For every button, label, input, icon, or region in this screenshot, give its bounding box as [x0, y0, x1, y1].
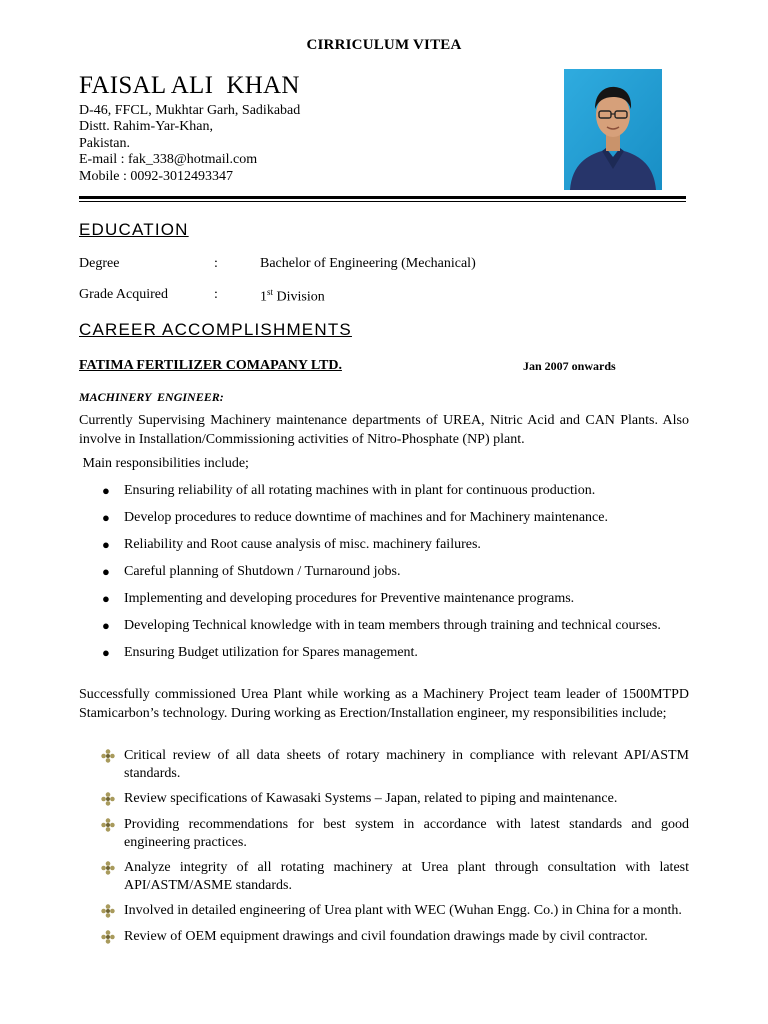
address-line: Pakistan.: [79, 135, 130, 151]
contact-block: [79, 103, 300, 185]
bullet-dot-icon: ●: [102, 591, 110, 606]
flower-bullet-icon: [101, 792, 115, 806]
flower-bullet-icon: [101, 904, 115, 918]
header-divider-thin: [79, 201, 686, 202]
list-item: ● Reliability and Root cause analysis of misc. machinery failures.: [79, 536, 689, 554]
bullet-dot-icon: ●: [102, 618, 110, 633]
grade-suffix: st: [267, 287, 274, 297]
list-item: Analyze integrity of all rotating machinery at Urea plant through consultation with latest API/ASTM/ASME standards.: [79, 859, 689, 895]
flower-bullet-icon: [101, 930, 115, 944]
flower-bullet-icon: [101, 861, 115, 875]
address-line: Distt. Rahim-Yar-Khan,: [79, 119, 214, 135]
document-title: CIRRICULUM VITEA: [306, 37, 462, 53]
grade-number: 1: [260, 289, 267, 305]
grade-division: Division: [273, 289, 325, 305]
bullet-dot-icon: ●: [102, 483, 110, 498]
bullet-dot-icon: ●: [102, 510, 110, 525]
education-heading: EDUCATION: [79, 220, 189, 239]
grade-separator: :: [214, 287, 218, 302]
company-name: FATIMA FERTILIZER COMAPANY LTD.: [79, 358, 342, 373]
grade-label: Grade Acquired: [79, 287, 169, 302]
list-item: Review specifications of Kawasaki Systems – Japan, related to piping and maintenance.: [79, 790, 689, 808]
candidate-name: FAISAL ALI KHAN: [79, 72, 300, 99]
list-item: ● Ensuring reliability of all rotating machines with in plant for continuous production.: [79, 482, 689, 500]
flower-bullet-icon: [101, 818, 115, 832]
project-responsibilities-list: [79, 747, 689, 946]
bullet-dot-icon: ●: [102, 537, 110, 552]
mobile-line: Mobile : 0092-3012493347: [79, 168, 233, 184]
list-item: ● Ensuring Budget utilization for Spares management.: [79, 644, 689, 662]
employment-period: Jan 2007 onwards: [523, 359, 616, 373]
header-divider-thick: [79, 196, 686, 199]
bullet-dot-icon: ●: [102, 564, 110, 579]
job-title: MACHINERY ENGINEER:: [79, 390, 224, 404]
responsibilities-list: [79, 482, 689, 662]
list-item: ● Implementing and developing procedures for Preventive maintenance programs.: [79, 590, 689, 608]
flower-bullet-icon: [101, 749, 115, 763]
list-item: ● Develop procedures to reduce downtime of machines and for Machinery maintenance.: [79, 509, 689, 527]
list-item: Critical review of all data sheets of rotary machinery in compliance with relevant API/ASTM standards.: [79, 747, 689, 783]
degree-separator: :: [214, 256, 218, 271]
bullet-dot-icon: ●: [102, 645, 110, 660]
profile-photo-graphic: [564, 69, 662, 190]
email-line: E-mail : fak_338@hotmail.com: [79, 152, 258, 168]
responsibilities-label: Main responsibilities include;: [79, 456, 249, 471]
degree-label: Degree: [79, 256, 120, 271]
profile-photo: [564, 69, 662, 190]
degree-value: Bachelor of Engineering (Mechanical): [260, 256, 476, 271]
list-item: Review of OEM equipment drawings and civil foundation drawings made by civil contractor.: [79, 928, 689, 946]
list-item: ● Developing Technical knowledge with in team members through training and technical courses.: [79, 617, 689, 635]
list-item: ● Careful planning of Shutdown / Turnaround jobs.: [79, 563, 689, 581]
grade-value: [260, 287, 325, 306]
address-line: D-46, FFCL, Mukhtar Garh, Sadikabad: [79, 103, 301, 118]
list-item: Providing recommendations for best system in accordance with latest standards and good engineering practices.: [79, 816, 689, 852]
project-summary: Successfully commissioned Urea Plant while working as a Machinery Project team leader of 1500MTPD Stamicarbon’s technology. During working as Erection/Installation engineer, my responsibilities include;: [79, 687, 689, 721]
list-item: Involved in detailed engineering of Urea plant with WEC (Wuhan Engg. Co.) in China for a month.: [79, 902, 689, 920]
current-role-summary: Currently Supervising Machinery maintenance departments of UREA, Nitric Acid and CAN Plants. Also involve in Installation/Commissioning activities of Nitro-Phosphate (NP) plant.: [79, 413, 689, 447]
career-heading: CAREER ACCOMPLISHMENTS: [79, 320, 352, 339]
